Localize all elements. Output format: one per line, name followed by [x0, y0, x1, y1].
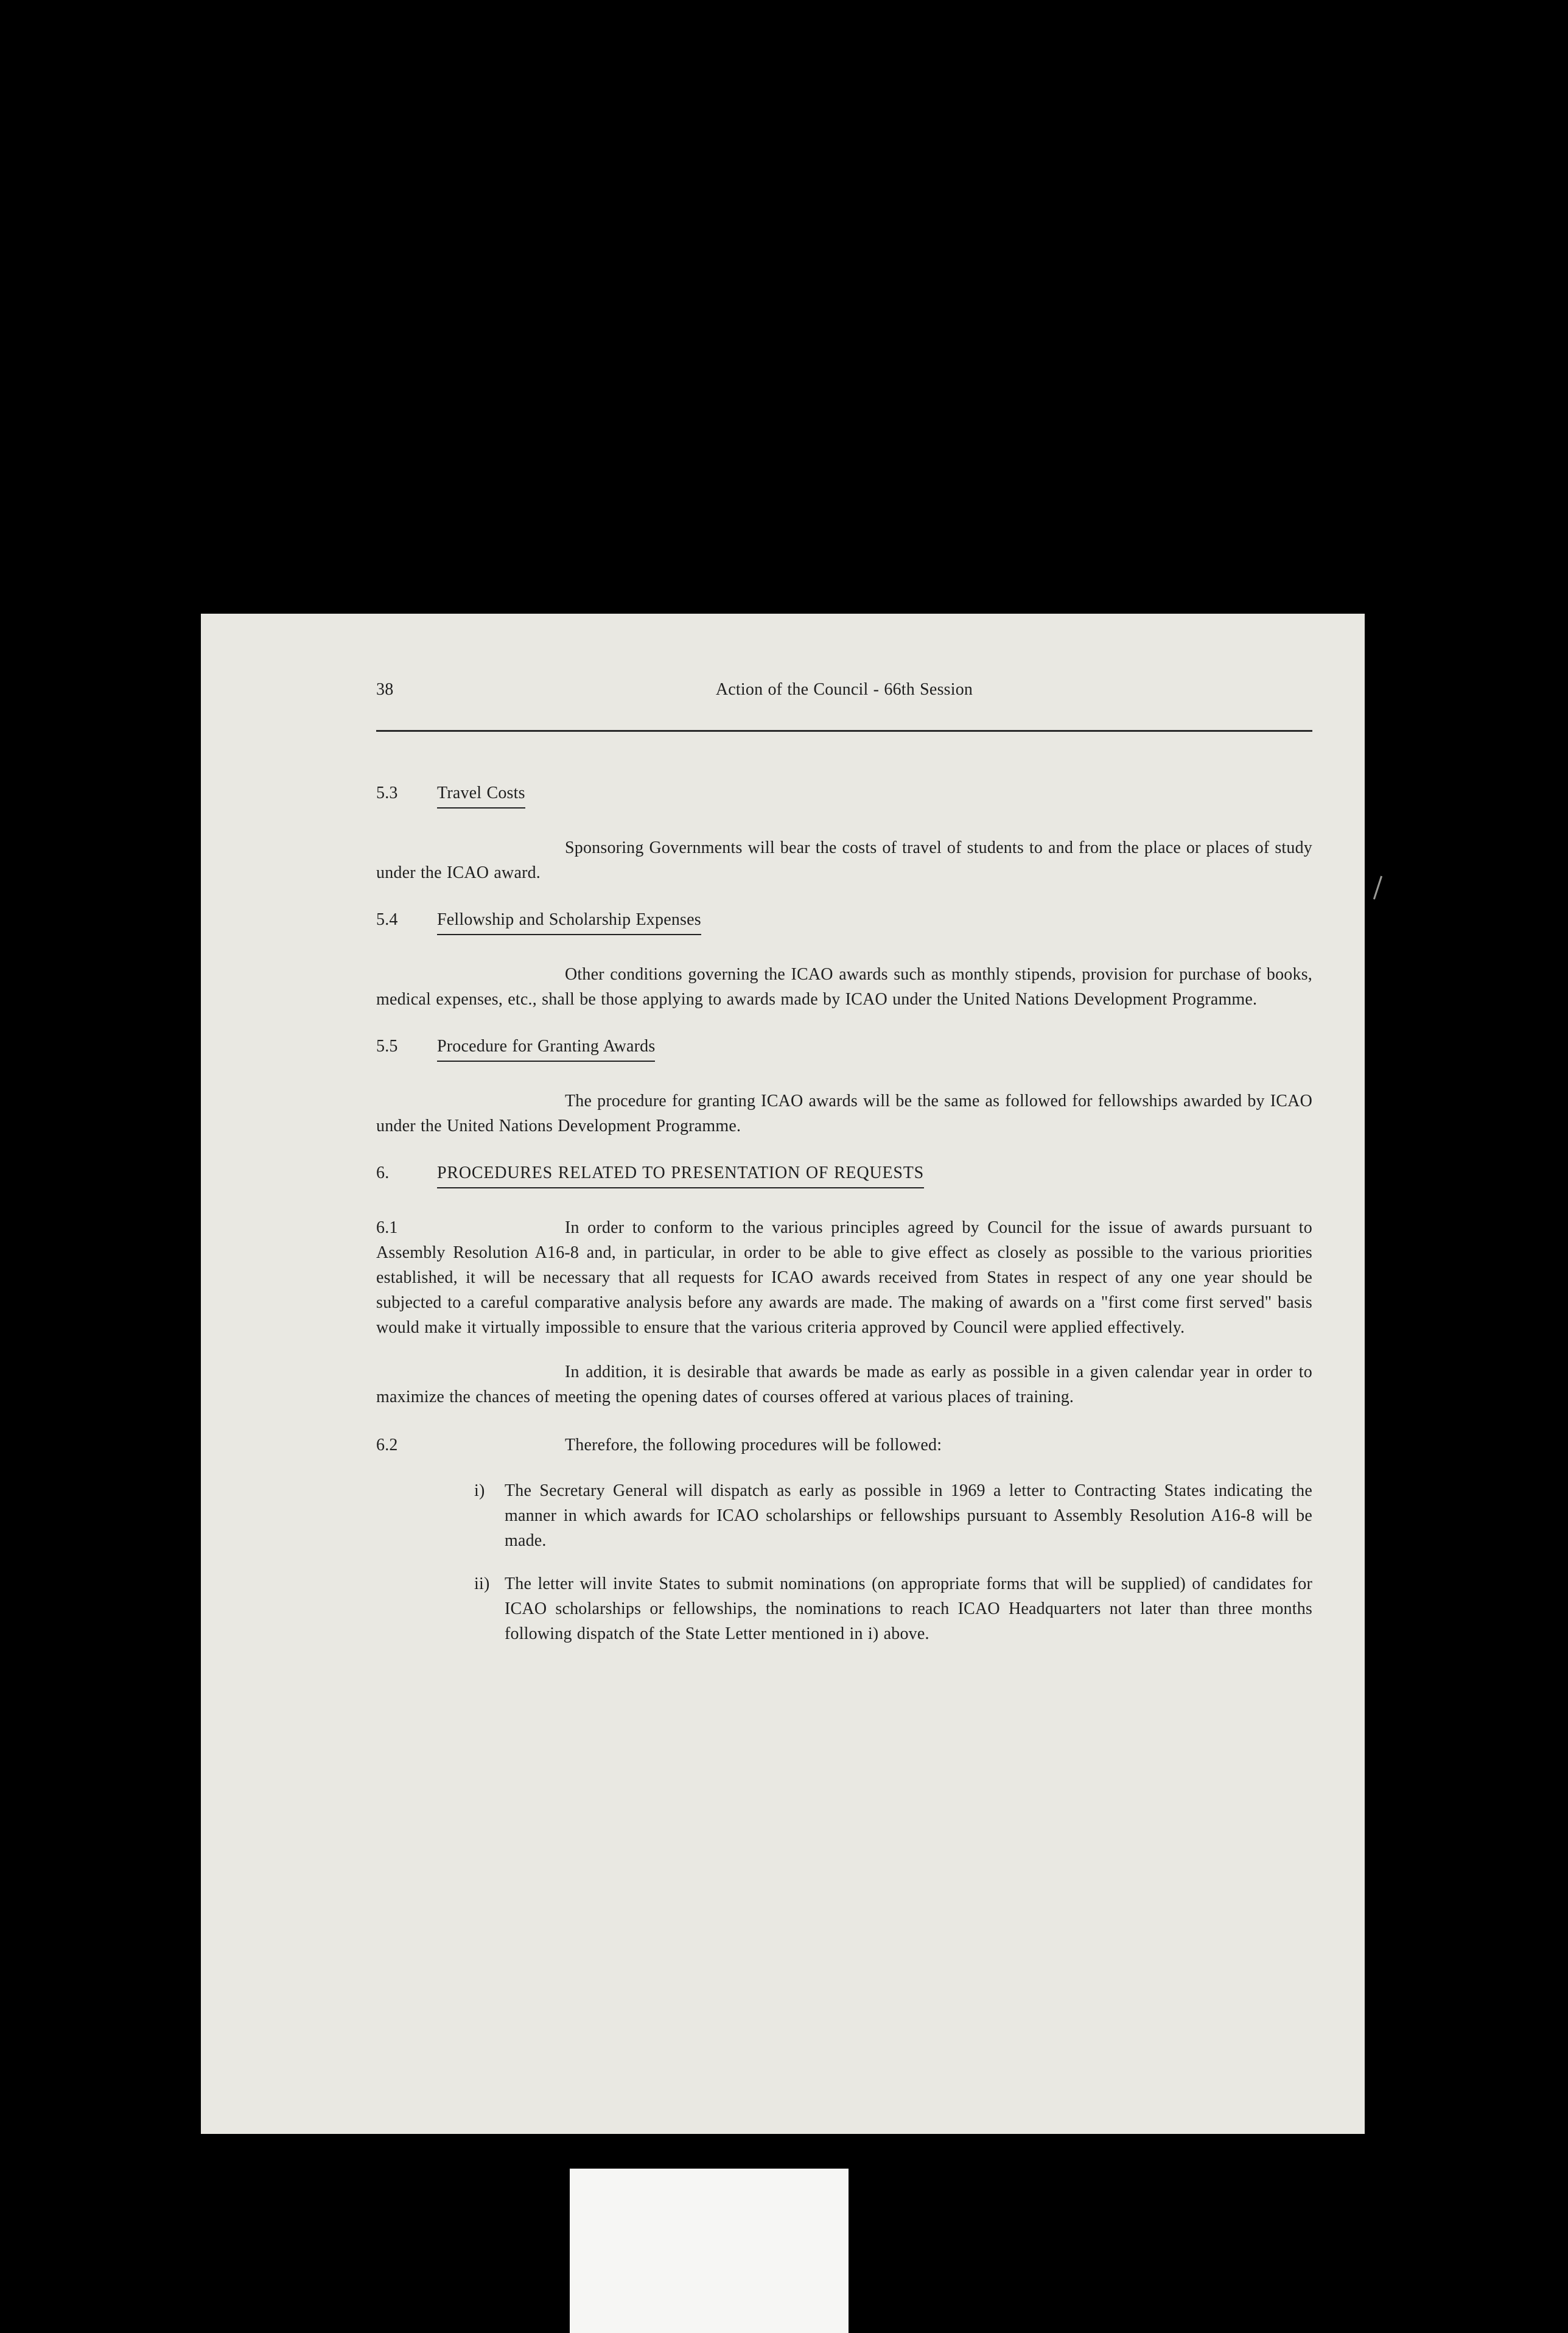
- paragraph-granting-procedure: The procedure for granting ICAO awards will be the same as followed for fellowships awarded by ICAO under the United Nations Development Programme.: [376, 1092, 1312, 1135]
- scan-artifact: [1373, 876, 1382, 900]
- list-marker: ii): [474, 1574, 490, 1593]
- paragraph-number: 6.1: [376, 1218, 398, 1237]
- header-rule: [376, 730, 1312, 732]
- paragraph-6-1-b: In addition, it is desirable that awards be made as early as possible in a given calendar year in order to maximize the chances of meeting the opening dates of courses offered at various places of training.: [376, 1363, 1312, 1406]
- section-6-1: [376, 1215, 1312, 1340]
- list-marker: i): [474, 1481, 485, 1500]
- header-title: Action of the Council - 66th Session: [715, 680, 973, 699]
- list-item-i: [376, 1478, 1312, 1553]
- section-title: PROCEDURES RELATED TO PRESENTATION OF REQUESTS: [437, 1160, 924, 1188]
- paragraph-number: 6.2: [376, 1436, 398, 1454]
- document-page: [201, 614, 1365, 2134]
- scan-edge-tab: [570, 2169, 849, 2333]
- procedure-list: [376, 1478, 1312, 1646]
- section-6-2: [376, 1433, 1312, 1458]
- paragraph-6-1-a: In order to conform to the various principles agreed by Council for the issue of awards pursuant to Assembly Resolution A16-8 and, in particular, in order to be able to give effect as closely as possible to the various priorities established, it will be necessary that all requests for ICAO awards received from States in respect of any one year should be subjected to a careful comparative analysis before any awards are made. The making of awards on a "first come first served" basis would make it virtually impossible to ensure that the various criteria approved by Council were applied effectively.: [376, 1218, 1312, 1337]
- section-heading-5-4: [376, 907, 1312, 935]
- paragraph-travel-costs: Sponsoring Governments will bear the costs of travel of students to and from the place or places of study under the ICAO award.: [376, 838, 1312, 882]
- paragraph-fellowship-expenses: Other conditions governing the ICAO awards such as monthly stipends, provision for purchase of books, medical expenses, etc., shall be those applying to awards made by ICAO under the United Nations Development Programme.: [376, 965, 1312, 1009]
- section-heading-5-5: [376, 1034, 1312, 1062]
- section-number: 5.5: [376, 1037, 398, 1056]
- page-number: 38: [376, 680, 394, 699]
- section-number: 6.: [376, 1163, 390, 1182]
- section-title: Procedure for Granting Awards: [437, 1034, 655, 1062]
- paragraph-6-2-intro: Therefore, the following procedures will be followed:: [565, 1436, 942, 1454]
- section-title: Fellowship and Scholarship Expenses: [437, 907, 701, 935]
- list-item-text: The Secretary General will dispatch as early as possible in 1969 a letter to Contracting States indicating the manner in which awards for ICAO scholarships or fellowships pursuant to Assembly Resolution A16-8 will be made.: [505, 1481, 1312, 1550]
- section-number: 5.4: [376, 910, 398, 929]
- section-heading-6: [376, 1160, 1312, 1188]
- page-content: [201, 614, 1365, 1646]
- section-heading-5-3: [376, 781, 1312, 809]
- list-item-text: The letter will invite States to submit nominations (on appropriate forms that will be supplied) of candidates for ICAO scholarships or fellowships, the nominations to reach ICAO Headquarters not later than three months following dispatch of the State Letter mentioned in i) above.: [505, 1574, 1312, 1643]
- section-number: 5.3: [376, 784, 398, 802]
- page-header: [376, 677, 1312, 702]
- list-item-ii: [376, 1571, 1312, 1646]
- section-title: Travel Costs: [437, 781, 525, 809]
